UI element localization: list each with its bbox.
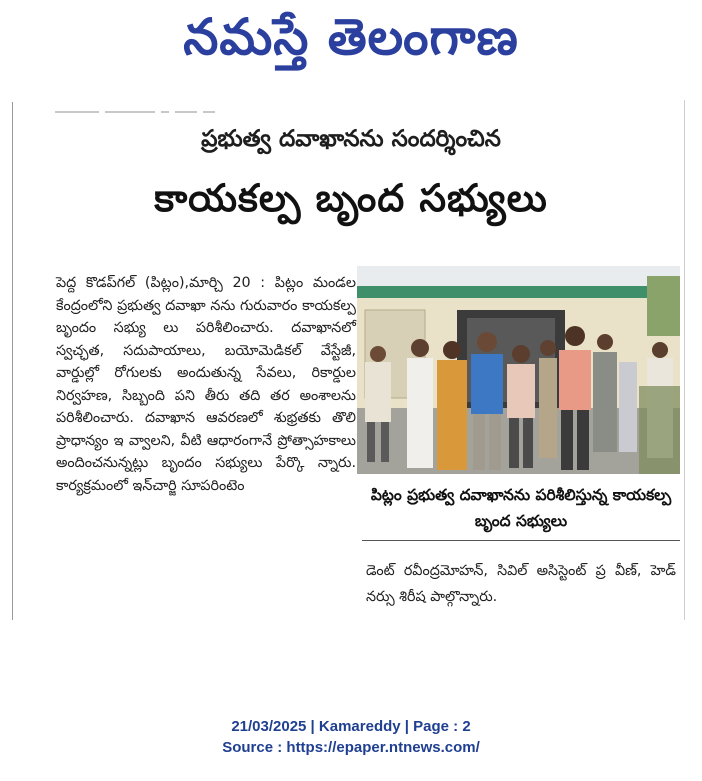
article-kicker: ప్రభుత్వ దవాఖానను సందర్శించిన: [201, 126, 501, 152]
footer-date-line: 21/03/2025 | Kamareddy | Page : 2: [231, 718, 471, 735]
news-photo: [357, 266, 680, 474]
faint-header-strip: [55, 101, 225, 107]
photo-caption: పిట్లం ప్రభుత్వ దవాఖానను పరిశీలిస్తున్న కాయకల్ప బృంద సభ్యులు: [370, 486, 672, 530]
article-continuation: డెంట్ రవీంద్రమోహన్, సివిల్ అసిస్టెంట్ ప్ర వీణ్, హెడ్ నర్సు శిరీష పాల్గొన్నారు.: [366, 563, 676, 605]
caption-divider: [362, 540, 680, 541]
newspaper-masthead: నమస్తే తెలంగాణ: [183, 7, 519, 66]
article-headline: కాయకల్ప బృంద సభ్యులు: [154, 176, 548, 220]
article-body: పెద్ద కొడప్‌గల్ (పిట్లం),మార్చి 20 : పిట్లం మండల కేంద్రంలోని ప్రభుత్వ దవాఖా నను గురువారం కాయకల్ప బృందం సభ్యు లు పరిశీలించారు. దవాఖానలో స్వచ్ఛత, సదుపాయాలు, బయోమెడికల్ వేస్టేజీ, వార్డుల్లో రోగులకు అందుతున్న సేవలు, రికార్డుల నిర్వహణ, సిబ్బంది పని తీరు తది తర అంశాలను పరిశీలించారు. దవాఖాన ఆవరణలో శుభ్రతకు తొలి ప్రాధాన్యం ఇ వ్వాలని, వీటి ఆధారంగానే ప్రోత్సాహకాలు అందించనున్నట్లు బృందం సభ్యులు పేర్కొ న్నారు. కార్యక్రమంలో ఇన్‌చార్జి సూపరింటెం: [56, 275, 356, 494]
footer: [0, 716, 702, 758]
footer-source-line[interactable]: Source : https://epaper.ntnews.com/: [222, 739, 480, 756]
